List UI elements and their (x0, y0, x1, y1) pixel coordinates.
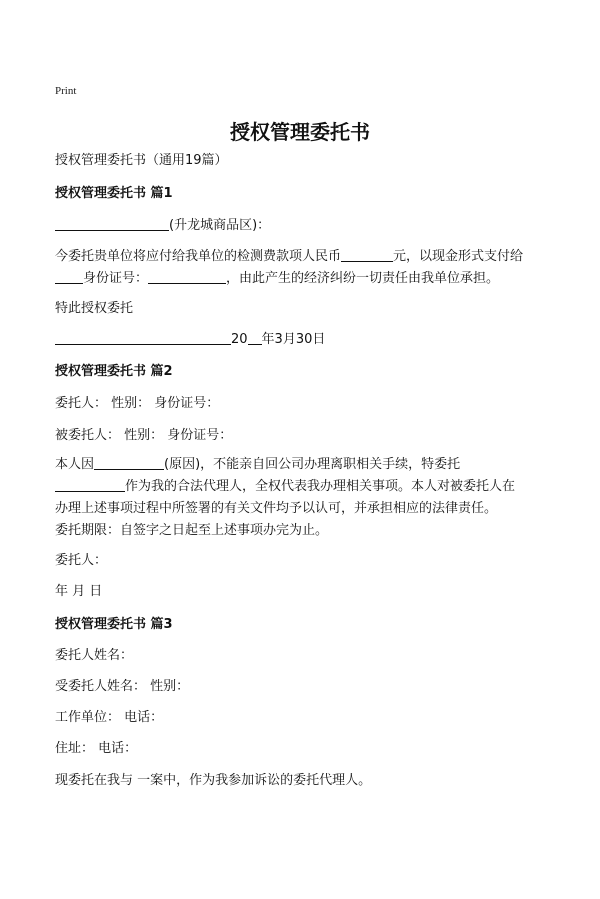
payment-line-1 (55, 246, 555, 268)
reason-text-b: (原因)，不能亲自回公司办理离职相关手续，特委托 (164, 457, 461, 472)
reason-line-2 (55, 476, 555, 498)
date-blank-line: 年 月 日 (55, 584, 103, 599)
payment-line-2 (55, 268, 555, 290)
date-text: 年3月30日 (261, 332, 326, 347)
reason-line-1 (55, 454, 555, 476)
reason-text-a: 本人因 (55, 457, 95, 472)
workplace-line: 工作单位： 电话： (55, 710, 164, 725)
subtitle: 授权管理委托书（通用19篇） (55, 153, 228, 168)
section-heading-1: 授权管理委托书 篇1 (55, 186, 173, 201)
blank (55, 477, 125, 492)
date-year-prefix: 20 (231, 332, 248, 347)
reason-line-3: 办理上述事项过程中所签署的有关文件均予以认可，并承担相应的法律责任。 (55, 501, 498, 516)
period-line: 委托期限：自签字之日起至上述事项办完为止。 (55, 523, 329, 538)
principal-name-line: 委托人姓名： (55, 648, 134, 663)
section-heading-3: 授权管理委托书 篇3 (55, 617, 173, 632)
payment-text-a: 今委托贵单位将应付给我单位的检测费款项人民币 (55, 249, 342, 264)
date-line (55, 329, 555, 351)
liability-text: ，由此产生的经济纠纷一切责任由我单位承担。 (226, 271, 500, 286)
section-heading-2: 授权管理委托书 篇2 (55, 364, 173, 379)
id-label: 身份证号： (83, 271, 149, 286)
principal-line: 委托人： 性别： 身份证号： (55, 396, 220, 411)
special-authorization: 特此授权委托 (55, 301, 134, 316)
case-line: 现委托在我与 一案中，作为我参加诉讼的委托代理人。 (55, 773, 372, 788)
payment-text-b: 元，以现金形式支付给 (393, 249, 524, 264)
addressee-text: (升龙城商品区)： (169, 218, 271, 233)
blank (341, 247, 393, 262)
print-label[interactable]: Print (55, 85, 77, 97)
addressee-line (55, 215, 555, 237)
blank (55, 330, 231, 345)
reason-text-c: 作为我的合法代理人，全权代表我办理相关事项。本人对被委托人在 (125, 479, 516, 494)
agent-name-line: 受委托人姓名： 性别： (55, 679, 190, 694)
address-line: 住址： 电话： (55, 741, 138, 756)
signature-line: 委托人： (55, 553, 108, 568)
blank (248, 330, 262, 345)
blank (148, 269, 226, 284)
page-title: 授权管理委托书 (230, 120, 370, 144)
agent-line: 被委托人： 性别： 身份证号： (55, 428, 233, 443)
blank (94, 455, 164, 470)
blank (55, 216, 169, 231)
blank (55, 269, 83, 284)
